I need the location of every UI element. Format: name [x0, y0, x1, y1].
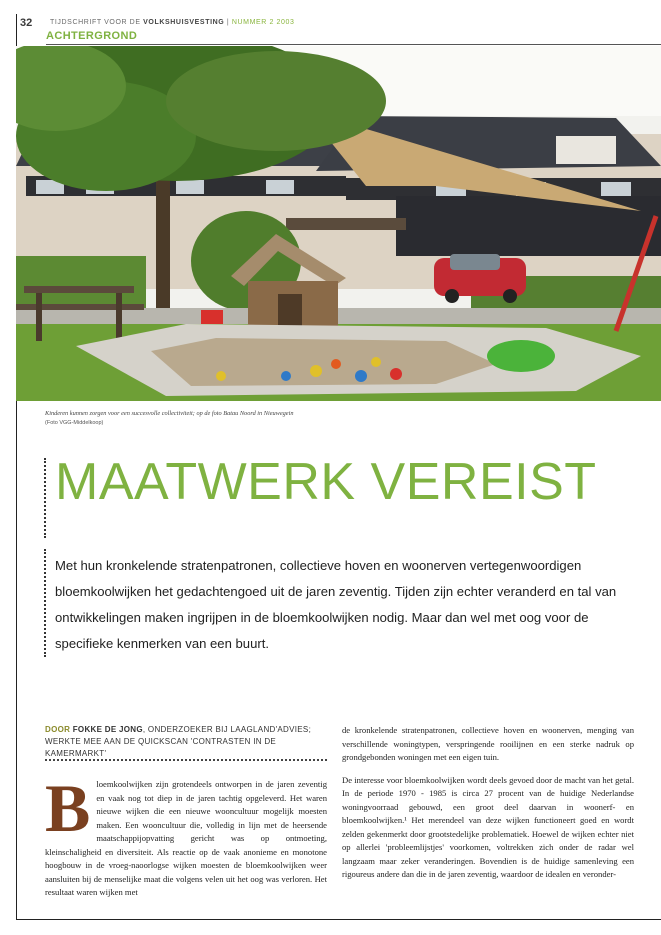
byline	[45, 724, 327, 760]
page-frame-bottom	[16, 919, 661, 920]
page-header	[16, 14, 661, 46]
body-column-right	[342, 724, 634, 882]
body-column-left	[45, 770, 327, 900]
running-head-prefix: TIJDSCHRIFT VOOR DE	[50, 19, 141, 26]
body-paragraph-3: De interesse voor bloemkoolwijken wordt deels gevoed door de macht van het getal. In de periode 1970 - 1985 is circa 27 procent van de huidige Nederlandse woningvoorraad gebouwd, een groot deel daarvan in woonerf- en bloemkoolwijken.¹ Het merendeel van deze wijken functioneert goed en wordt zelden gekenmerkt door grootstedelijke problematiek. Hoewel de wijken echter niet op allerlei 'probleemlijstjes' voorkomen, voltrekken zich onder de radar wel langzaam maar zeker veranderingen. Bovendien is de huidige samenleving een rigoureus andere dan die in de jaren zeventig, waardoor de idealen en veronder-	[342, 774, 634, 879]
article-intro: Met hun kronkelende stratenpatronen, collectieve hoven en woonerven vertegenwoordigen bloemkoolwijken het gedachtengoed uit de jaren zeventig. Tijden zijn echter veranderd en tal van ontwikkelingen maken ingrijpen in de bloemkoolwijken nodig. Maar dan wel met oog voor de specifieke kenmerken van een buurt.	[55, 558, 617, 651]
drop-cap: B	[45, 770, 91, 846]
running-head: TIJDSCHRIFT VOOR DE VOLKSHUISVESTING | NUMMER 2 2003	[50, 19, 295, 26]
header-rule	[46, 44, 661, 45]
title-dotted-rule	[44, 458, 46, 538]
byline-author: FOKKE DE JONG	[72, 725, 143, 734]
byline-affiliation: , ONDERZOEKER BIJ LAAGLAND'ADVIES; WERKTE MEE AAN DE QUICKSCAN 'CONTRASTEN IN DE KAMERMARKT'	[45, 725, 312, 758]
intro-dotted-rule	[44, 549, 46, 657]
byline-dotted-rule	[45, 759, 327, 761]
running-head-issue: NUMMER 2 2003	[231, 19, 295, 26]
page-number: 32	[20, 17, 33, 29]
section-label: ACHTERGROND	[46, 30, 138, 42]
body-paragraph-2: de kronkelende stratenpatronen, collectieve hoven en woonerven, menging van verschillende woningtypen, verspringende rooilijnen en een sterke nadruk op grondgebonden woningen met een eigen tuin.	[342, 725, 634, 762]
byline-door: DOOR	[45, 725, 71, 734]
running-head-journal: VOLKSHUISVESTING	[143, 19, 225, 26]
article-title: MAATWERK VEREIST	[55, 453, 597, 511]
body-paragraph-1: loemkoolwijken zijn grotendeels ontworpen in de jaren zeventig en vaak nog tot diep in de jaren tachtig opgeleverd. Het waren nieuwe wijken die een nieuwe wooncultuur mogelijk moesten maken. Een wooncultuur die, volledig in lijn met de heersende maatschappijopvatting gericht was op ontmoeting, kleinschaligheid en diversiteit. Als reactie op de vaak anonieme en monotone hoogbouw in de vroeg-naoorlogse wijken moesten de bloemkoolwijken weer aansluiten bij de menselijke maat die volgens velen uit het oog was verloren. Het resultaat waren wijken met	[45, 779, 327, 897]
photo-credit: (Foto VGG-Middelkoop)	[45, 420, 104, 426]
article-photo	[16, 46, 661, 401]
playground-photo-illustration	[16, 46, 661, 401]
photo-caption: Kinderen kunnen zorgen voor een succesvolle collectiviteit; op de foto Batau Noord in Nieuwegein	[45, 410, 294, 417]
